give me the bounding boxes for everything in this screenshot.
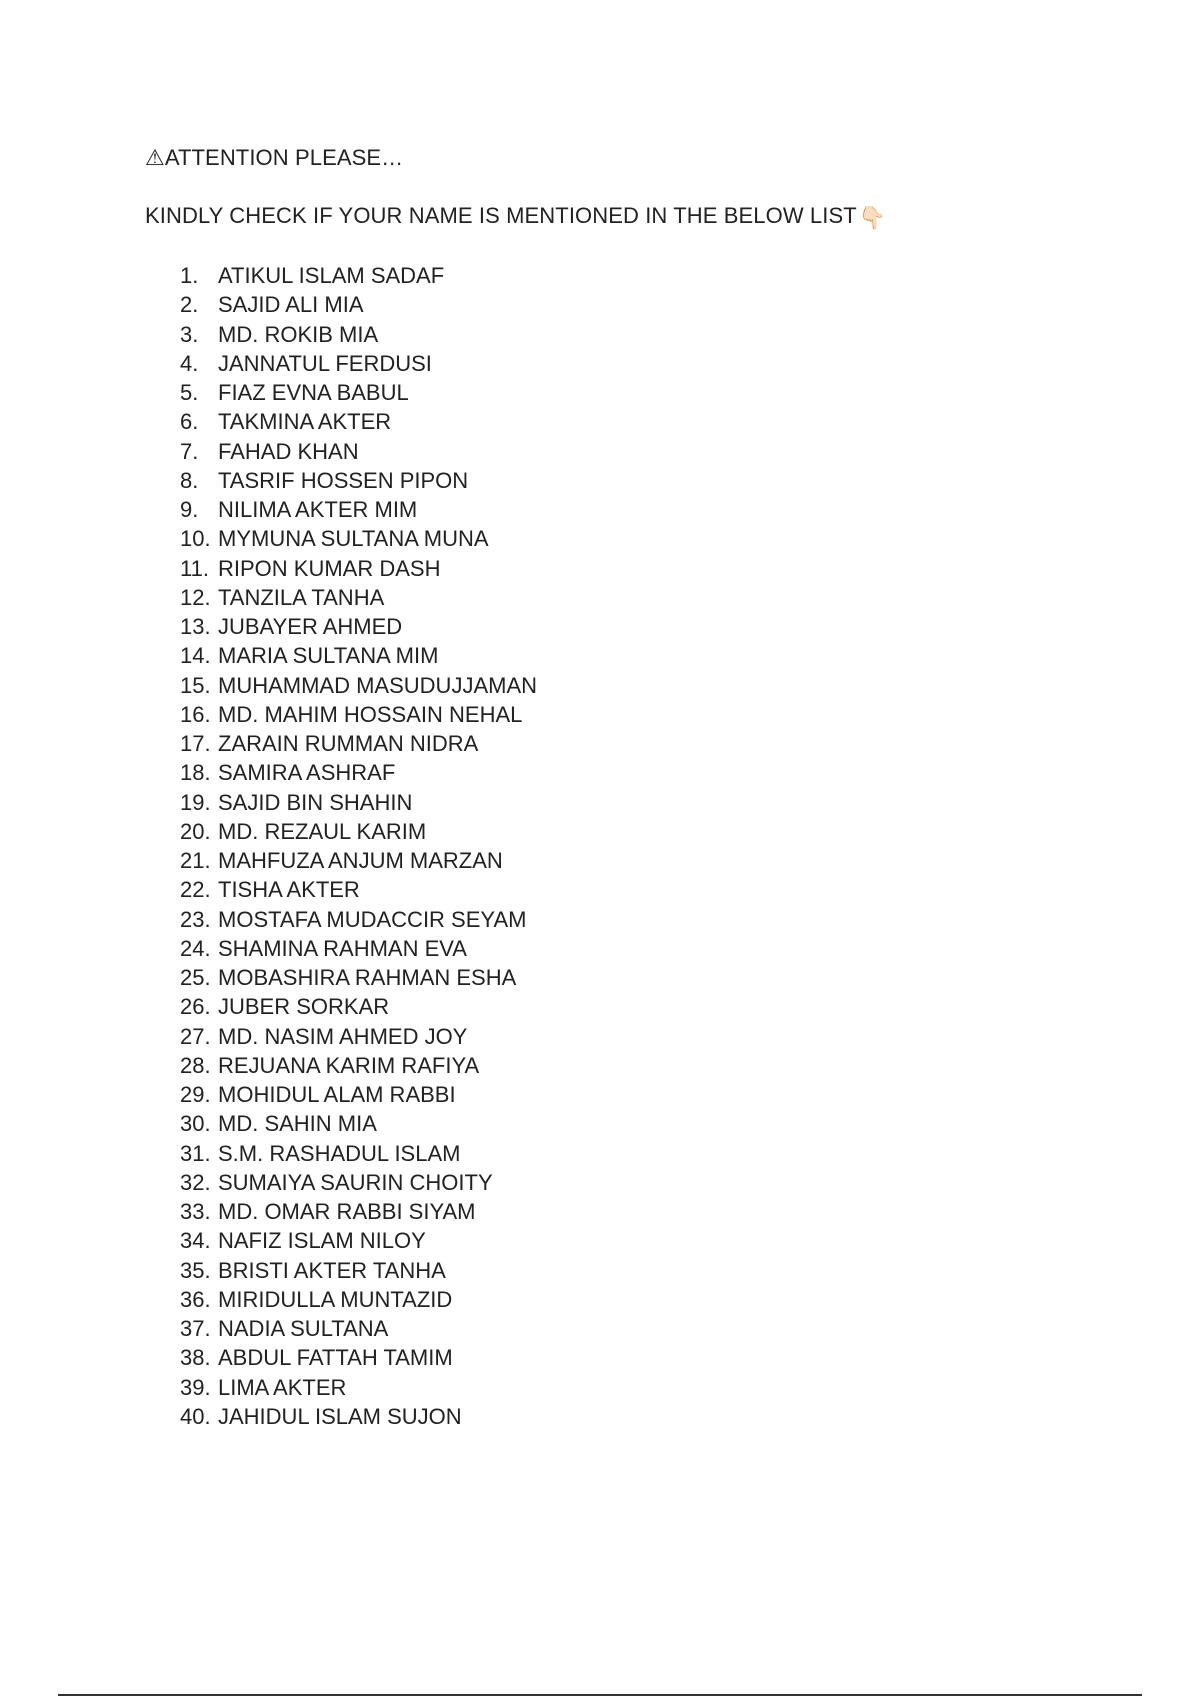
list-item-name: MD. SAHIN MIA <box>218 1111 377 1137</box>
list-item-number: 39. <box>180 1374 211 1400</box>
list-item-name: SAJID BIN SHAHIN <box>218 789 413 815</box>
footer-divider <box>58 1694 1142 1696</box>
list-item-number: 10. <box>180 526 211 552</box>
list-item <box>180 1343 537 1372</box>
list-item-number: 20. <box>180 818 211 844</box>
list-item-name: MOSTAFA MUDACCIR SEYAM <box>218 906 527 932</box>
list-item-name: SUMAIYA SAURIN CHOITY <box>218 1169 493 1195</box>
list-item-name: MOBASHIRA RAHMAN ESHA <box>218 965 517 990</box>
list-item-name: MYMUNA SULTANA MUNA <box>218 526 489 552</box>
list-item <box>180 729 537 758</box>
list-item-name: MOHIDUL ALAM RABBI <box>218 1082 456 1107</box>
list-item-name: SAMIRA ASHRAF <box>218 760 396 786</box>
list-item-number: 34. <box>180 1228 211 1254</box>
list-item <box>180 320 537 349</box>
list-item-number: 2. <box>180 292 199 318</box>
list-item <box>180 407 537 436</box>
list-item-name: JUBER SORKAR <box>218 994 390 1020</box>
list-item <box>180 641 537 670</box>
list-item-name: MD. REZAUL KARIM <box>218 818 427 844</box>
list-item <box>180 349 537 378</box>
list-item <box>180 1168 537 1197</box>
list-item-name: REJUANA KARIM RAFIYA <box>218 1052 480 1078</box>
list-item <box>180 1197 537 1226</box>
list-item <box>180 437 537 466</box>
list-item-number: 12. <box>180 584 211 610</box>
list-item-name: JAHIDUL ISLAM SUJON <box>218 1403 462 1429</box>
list-item-number: 35. <box>180 1257 211 1283</box>
list-item-number: 22. <box>180 877 211 903</box>
list-item <box>180 466 537 495</box>
list-item <box>180 758 537 787</box>
list-item <box>180 1402 537 1431</box>
list-item-name: MD. NASIM AHMED JOY <box>218 1023 468 1049</box>
list-item <box>180 846 537 875</box>
list-item-number: 4. <box>180 350 199 376</box>
list-item-number: 24. <box>180 935 211 961</box>
list-item-number: 30. <box>180 1111 211 1137</box>
list-item-name: NADIA SULTANA <box>218 1316 389 1341</box>
list-item-number: 38. <box>180 1345 211 1371</box>
list-item <box>180 671 537 700</box>
list-item-number: 32. <box>180 1169 211 1195</box>
list-item <box>180 1022 537 1051</box>
list-item-name: MD. OMAR RABBI SIYAM <box>218 1199 476 1224</box>
list-item-number: 18. <box>180 760 211 786</box>
list-item-number: 25. <box>180 965 211 990</box>
list-item-number: 36. <box>180 1286 211 1312</box>
list-item <box>180 554 537 583</box>
list-item-name: JANNATUL FERDUSI <box>218 350 432 376</box>
attention-heading <box>145 144 403 172</box>
list-item-number: 31. <box>180 1140 211 1166</box>
list-item-number: 5. <box>180 380 199 405</box>
list-item-number: 21. <box>180 848 211 873</box>
list-item-name: TANZILA TANHA <box>218 584 385 610</box>
list-item-number: 13. <box>180 614 211 639</box>
list-item-number: 9. <box>180 497 199 522</box>
list-item <box>180 261 537 290</box>
list-item-name: SHAMINA RAHMAN EVA <box>218 935 467 961</box>
list-item-name: BRISTI AKTER TANHA <box>218 1257 446 1283</box>
list-item <box>180 1139 537 1168</box>
list-item-number: 28. <box>180 1052 211 1078</box>
warning-icon: ⚠ <box>145 145 165 170</box>
list-item <box>180 934 537 963</box>
list-item-number: 7. <box>180 438 199 464</box>
list-item-name: FAHAD KHAN <box>218 438 359 464</box>
list-item-name: JUBAYER AHMED <box>218 614 403 639</box>
list-item-number: 1. <box>180 263 199 288</box>
list-item-number: 8. <box>180 467 199 493</box>
list-item <box>180 1109 537 1138</box>
list-item-name: ABDUL FATTAH TAMIM <box>218 1345 453 1371</box>
instruction-text: KINDLY CHECK IF YOUR NAME IS MENTIONED IN THE BELOW LIST <box>145 203 857 228</box>
list-item-number: 23. <box>180 906 211 932</box>
list-item <box>180 612 537 641</box>
list-item-number: 37. <box>180 1316 211 1341</box>
list-item <box>180 583 537 612</box>
instruction-line <box>145 202 886 232</box>
list-item-number: 17. <box>180 731 211 756</box>
list-item-name: MARIA SULTANA MIM <box>218 643 439 669</box>
list-item-number: 26. <box>180 994 211 1020</box>
list-item <box>180 1314 537 1343</box>
list-item-number: 40. <box>180 1403 211 1429</box>
list-item-name: S.M. RASHADUL ISLAM <box>218 1140 461 1166</box>
list-item-number: 16. <box>180 701 211 727</box>
list-item <box>180 524 537 553</box>
list-item-name: MUHAMMAD MASUDUJJAMAN <box>218 672 537 698</box>
list-item-number: 14. <box>180 643 211 669</box>
list-item-name: SAJID ALI MIA <box>218 292 364 318</box>
list-item-number: 29. <box>180 1082 211 1107</box>
list-item <box>180 290 537 319</box>
list-item <box>180 992 537 1021</box>
attention-text: ATTENTION PLEASE… <box>164 145 404 170</box>
list-item-name: TAKMINA AKTER <box>218 409 392 435</box>
list-item-name: NILIMA AKTER MIM <box>218 497 418 522</box>
list-item <box>180 700 537 729</box>
list-item <box>180 788 537 817</box>
name-list <box>180 261 537 1431</box>
list-item <box>180 875 537 904</box>
list-item-number: 19. <box>180 789 211 815</box>
list-item-name: FIAZ EVNA BABUL <box>218 380 409 405</box>
list-item <box>180 817 537 846</box>
list-item <box>180 378 537 407</box>
list-item <box>180 1373 537 1402</box>
list-item-name: LIMA AKTER <box>218 1374 347 1400</box>
list-item <box>180 1080 537 1109</box>
pointing-down-hand-icon: 👇🏻 <box>858 205 887 230</box>
list-item <box>180 495 537 524</box>
list-item-name: ZARAIN RUMMAN NIDRA <box>218 731 479 756</box>
list-item-name: MAHFUZA ANJUM MARZAN <box>218 848 503 873</box>
list-item-name: MD. MAHIM HOSSAIN NEHAL <box>218 701 523 727</box>
list-item-number: 15. <box>180 672 211 698</box>
list-item-name: MIRIDULLA MUNTAZID <box>218 1286 453 1312</box>
list-item-name: MD. ROKIB MIA <box>218 321 379 347</box>
list-item <box>180 1256 537 1285</box>
list-item-name: ATIKUL ISLAM SADAF <box>218 263 445 288</box>
list-item <box>180 905 537 934</box>
list-item-number: 6. <box>180 409 199 435</box>
list-item-name: TASRIF HOSSEN PIPON <box>218 467 469 493</box>
list-item <box>180 1051 537 1080</box>
list-item-number: 27. <box>180 1023 211 1049</box>
list-item-number: 3. <box>180 321 199 347</box>
list-item-number: 33. <box>180 1199 211 1224</box>
list-item-number: 11. <box>180 555 209 581</box>
list-item <box>180 1285 537 1314</box>
list-item-name: NAFIZ ISLAM NILOY <box>218 1228 426 1254</box>
list-item-name: TISHA AKTER <box>218 877 360 903</box>
list-item <box>180 963 537 992</box>
list-item <box>180 1226 537 1255</box>
list-item-name: RIPON KUMAR DASH <box>218 555 441 581</box>
